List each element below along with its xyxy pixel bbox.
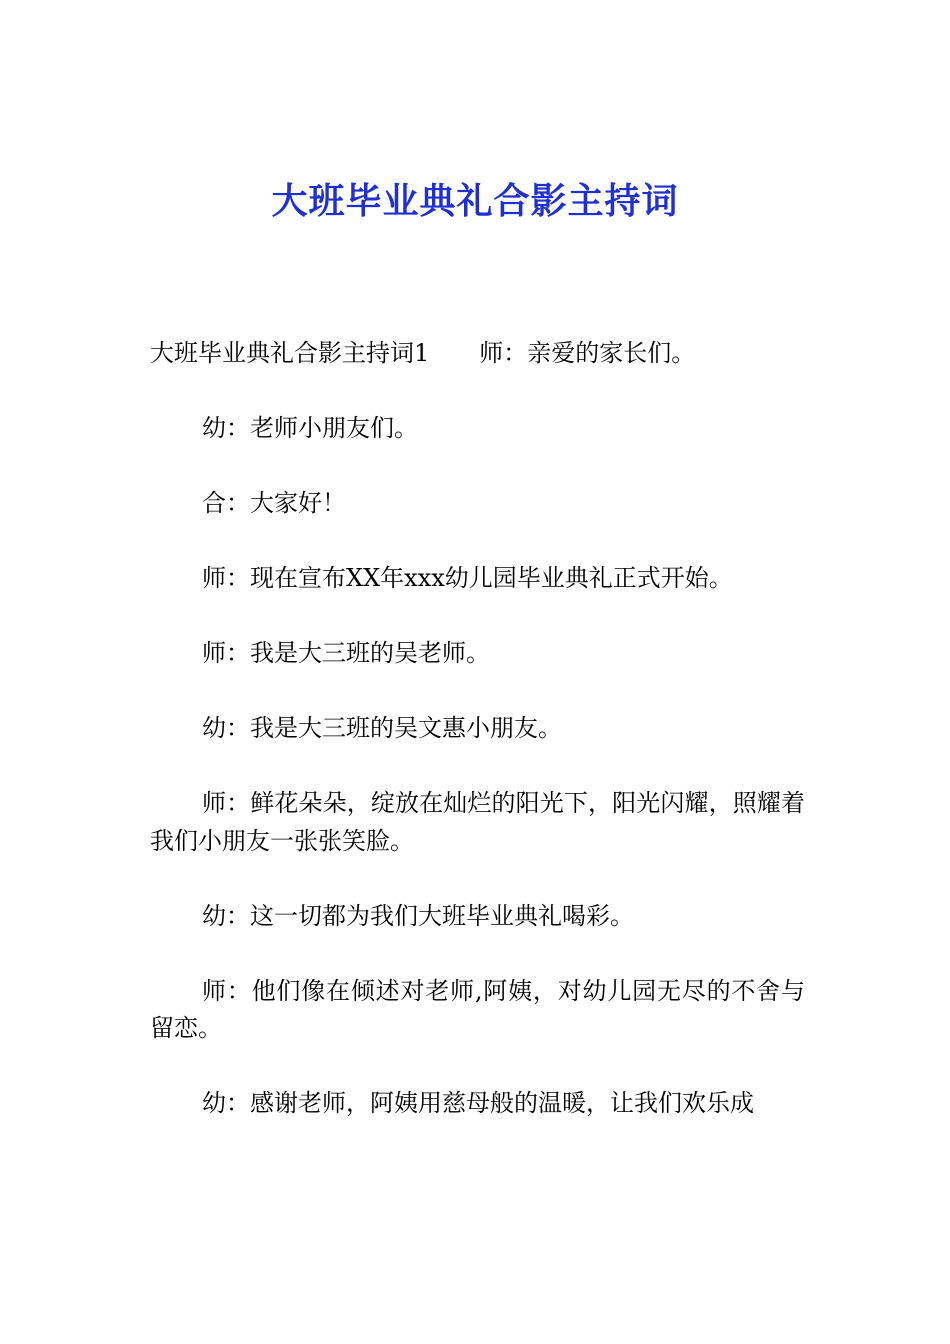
paragraph: 师：现在宣布XX年xxx幼儿园毕业典礼正式开始。 xyxy=(202,564,733,592)
paragraph: 师：他们像在倾述对老师,阿姨，对幼儿园无尽的不舍与留恋。 xyxy=(150,976,805,1042)
paragraph: 幼：我是大三班的吴文惠小朋友。 xyxy=(202,714,562,742)
subheading: 大班毕业典礼合影主持词1 xyxy=(150,339,430,367)
paragraph: 合：大家好！ xyxy=(202,489,346,517)
paragraph: 幼：感谢老师，阿姨用慈母般的温暖，让我们欢乐成 xyxy=(202,1089,754,1117)
opening-paragraph xyxy=(150,335,805,373)
paragraph: 师：我是大三班的吴老师。 xyxy=(202,639,490,667)
paragraph: 幼：老师小朋友们。 xyxy=(202,414,418,442)
paragraph: 师：鲜花朵朵，绽放在灿烂的阳光下，阳光闪耀，照耀着我们小朋友一张张笑脸。 xyxy=(150,789,805,855)
opening-line: 师：亲爱的家长们。 xyxy=(479,339,696,367)
document-title: 大班毕业典礼合影主持词 xyxy=(271,181,679,222)
paragraph: 幼：这一切都为我们大班毕业典礼喝彩。 xyxy=(202,901,634,930)
document-body xyxy=(150,335,805,1160)
